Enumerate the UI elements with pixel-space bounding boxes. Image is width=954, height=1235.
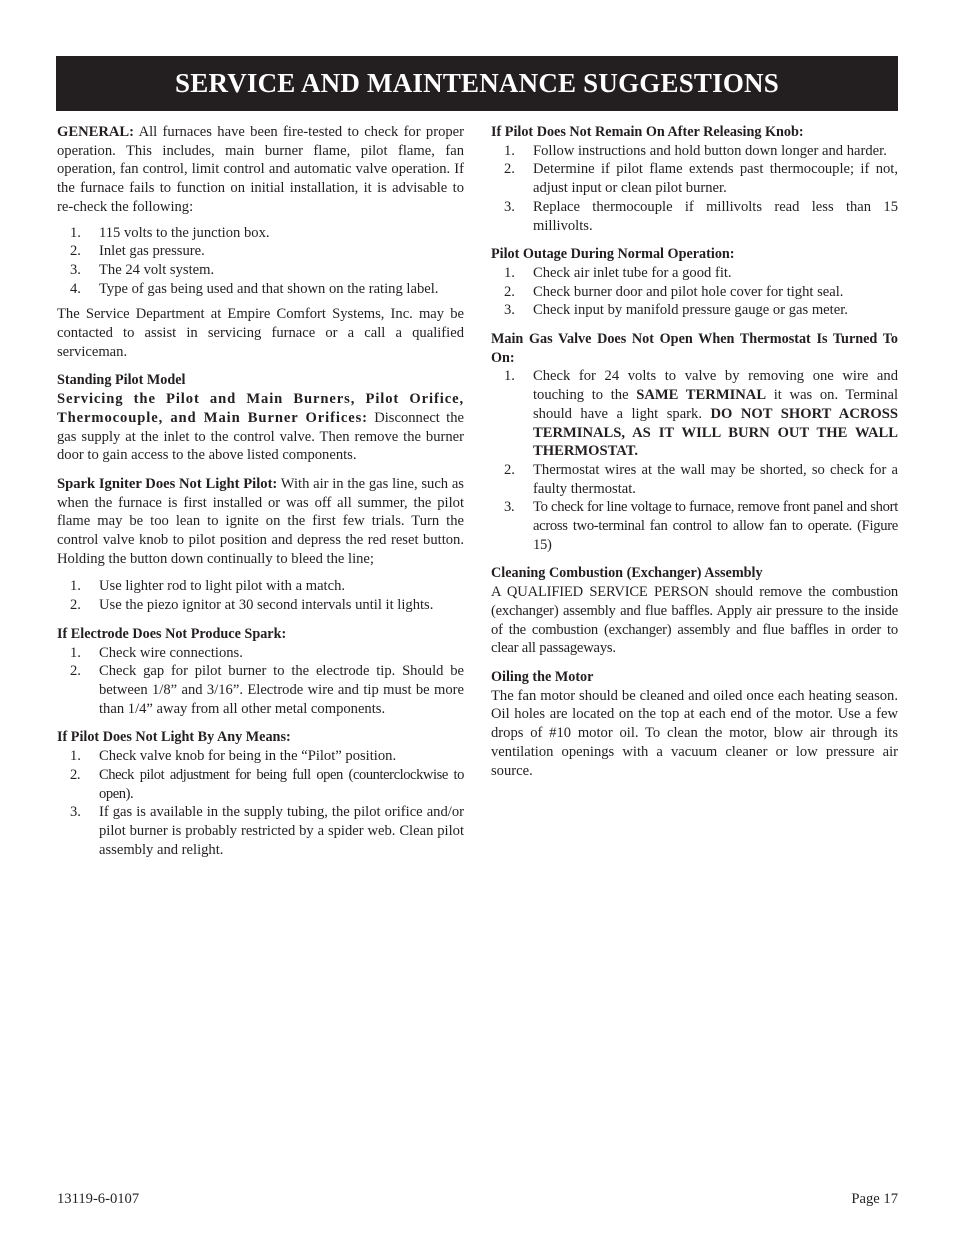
spark-igniter-list [57,577,464,614]
document-number: 13119-6-0107 [57,1191,140,1207]
list-item [57,803,464,859]
main-valve-text-a: Check for 24 volts to valve by removing one wire and touching to the [533,368,898,404]
list-item-text: Check wire connections. [99,644,243,661]
list-number: 3. [504,198,515,215]
list-item-text: Check input by manifold pressure gauge or gas meter. [533,302,848,319]
list-item [491,301,898,320]
page-number: Page 17 [851,1191,898,1207]
list-item [491,461,898,498]
cleaning-heading: Cleaning Combustion (Exchanger) Assembly [491,565,763,582]
list-number: 1. [504,142,515,159]
oiling-paragraph: The fan motor should be cleaned and oiled once each heating season. Oil holes are located on the top at each end of the motor. Use a few drops of #10 motor oil. To clean the motor, blow air through its ventilation openings with a vacuum cleaner or low pressure air source. [491,687,898,779]
list-item-text: Follow instructions and hold button down longer and harder. [533,142,887,159]
list-number: 2. [504,161,515,178]
list-item [57,577,464,596]
list-number: 2. [70,766,81,783]
standing-pilot-paragraph [57,390,464,465]
electrode-list [57,644,464,719]
main-valve-list [491,367,898,554]
pilot-not-remain-heading: If Pilot Does Not Remain On After Releasing Knob: [491,124,804,140]
main-valve-heading: Main Gas Valve Does Not Open When Thermostat Is Turned To On: [491,331,898,366]
list-number: 2. [70,663,81,680]
list-item [491,160,898,197]
list-number: 2. [70,597,81,614]
list-number: 3. [70,804,81,821]
list-item-text: Check gap for pilot burner to the electrode tip. Should be between 1/8” and 3/16”. Electrode wire and tip must be more than 1/4” away from all other metal components. [99,663,464,717]
pilot-outage-heading: Pilot Outage During Normal Operation: [491,246,735,263]
pilot-not-remain-list [491,142,898,236]
list-item [491,283,898,302]
list-number: 1. [504,264,515,281]
list-number: 4. [70,280,81,297]
list-item-text: Check valve knob for being in the “Pilot” position. [99,748,397,765]
main-valve-text-c: it was on. Terminal should have a light spark. [533,387,898,422]
pilot-not-light-list [57,747,464,859]
list-item-text: Check pilot adjustment for being full open (counterclockwise to open). [99,766,464,802]
left-column [57,123,464,859]
standing-pilot-subheading: Servicing the Pilot and Main Burners, Pilot Orifice, Thermocouple, and Main Burner Orifices: [57,391,464,426]
page-title: SERVICE AND MAINTENANCE SUGGESTIONS [175,68,779,98]
standing-pilot-text: Disconnect the gas supply at the inlet to the control valve. Then remove the burner door to gain access to the above listed components. [57,409,464,464]
list-item [491,198,898,235]
list-item [57,261,464,280]
list-item-text: Thermostat wires at the wall may be shorted, so check for a faulty thermostat. [533,461,898,497]
standing-pilot-heading: Standing Pilot Model [57,372,186,389]
list-item [57,644,464,663]
list-number: 3. [504,302,515,319]
list-item-text: Determine if pilot flame extends past thermocouple; if not, adjust input or clean pilot burner. [533,161,898,197]
pilot-outage-list [491,264,898,320]
list-item-text [533,368,898,459]
right-column [491,123,898,780]
list-number: 2. [504,283,515,300]
pilot-not-light-heading: If Pilot Does Not Light By Any Means: [57,729,291,746]
list-number: 1. [504,368,515,385]
list-item [57,596,464,615]
general-paragraph [57,123,464,217]
list-number: 1. [70,224,81,241]
list-number: 2. [70,243,81,260]
list-item-text: Use the piezo ignitor at 30 second intervals until it lights. [99,597,434,614]
list-item-text: To check for line voltage to furnace, remove front panel and short across two-terminal fan control to allow fan to operate. (Figure 15) [533,499,898,553]
oiling-heading: Oiling the Motor [491,668,594,685]
list-item [57,766,464,803]
list-item-text: Use lighter rod to light pilot with a match. [99,578,346,595]
cleaning-paragraph: A QUALIFIED SERVICE PERSON should remove the combustion (exchanger) assembly and flue baffles. Apply air pressure to the inside of the combustion (exchanger) assembly and flue baffles in order to clear all passageways. [491,584,898,657]
spark-igniter-label: Spark Igniter Does Not Light Pilot: [57,475,278,492]
service-department-paragraph: The Service Department at Empire Comfort Systems, Inc. may be contacted to assist in servicing furnace or a call a qualified serviceman. [57,306,464,360]
list-item [57,280,464,299]
same-terminal-text: SAME TERMINAL [636,387,767,404]
spark-igniter-paragraph [57,475,464,569]
list-item-text: Replace thermocouple if millivolts read less than 15 millivolts. [533,198,898,234]
list-item-text: 115 volts to the junction box. [99,224,270,241]
list-item-text: Inlet gas pressure. [99,243,205,260]
title-banner [56,56,898,111]
list-number: 3. [504,499,515,516]
electrode-heading: If Electrode Does Not Produce Spark: [57,625,287,642]
general-text: All furnaces have been fire-tested to check for proper operation. This includes, main burner flame, pilot flame, fan operation, fan control, limit control and automatic valve operation. If the furnace fails to function on initial installation, it is advisable to re-check the following: [57,124,464,215]
list-number: 3. [70,261,81,278]
list-number: 1. [70,578,81,595]
list-item [491,498,898,554]
list-number: 1. [70,748,81,765]
list-number: 1. [70,644,81,661]
list-item-text: Check burner door and pilot hole cover for tight seal. [533,283,844,300]
list-item [57,662,464,718]
list-item-text: Check air inlet tube for a good fit. [533,264,732,281]
list-item [57,224,464,243]
list-item [57,747,464,766]
list-item-text: If gas is available in the supply tubing, the pilot orifice and/or pilot burner is probably restricted by a spider web. Clean pilot assembly and relight. [99,804,464,858]
spark-igniter-text: With air in the gas line, such as when the furnace is first installed or was off all summer, the pilot flame may be too lean to ignite on the first few trials. Turn the control valve knob to pilot position and depress the red reset button. Holding the button down continually to bleed the line; [57,475,464,567]
list-item-text: The 24 volt system. [99,261,215,278]
general-label: GENERAL: [57,124,135,140]
list-item [491,264,898,283]
list-item [491,367,898,461]
general-list [57,224,464,299]
list-item [57,242,464,261]
list-number: 2. [504,461,515,478]
warning-text: DO NOT SHORT ACROSS TERMINALS, AS IT WILL BURN OUT THE WALL THERMOSTAT. [533,405,898,460]
list-item-text: Type of gas being used and that shown on the rating label. [99,280,439,297]
list-item [491,142,898,161]
